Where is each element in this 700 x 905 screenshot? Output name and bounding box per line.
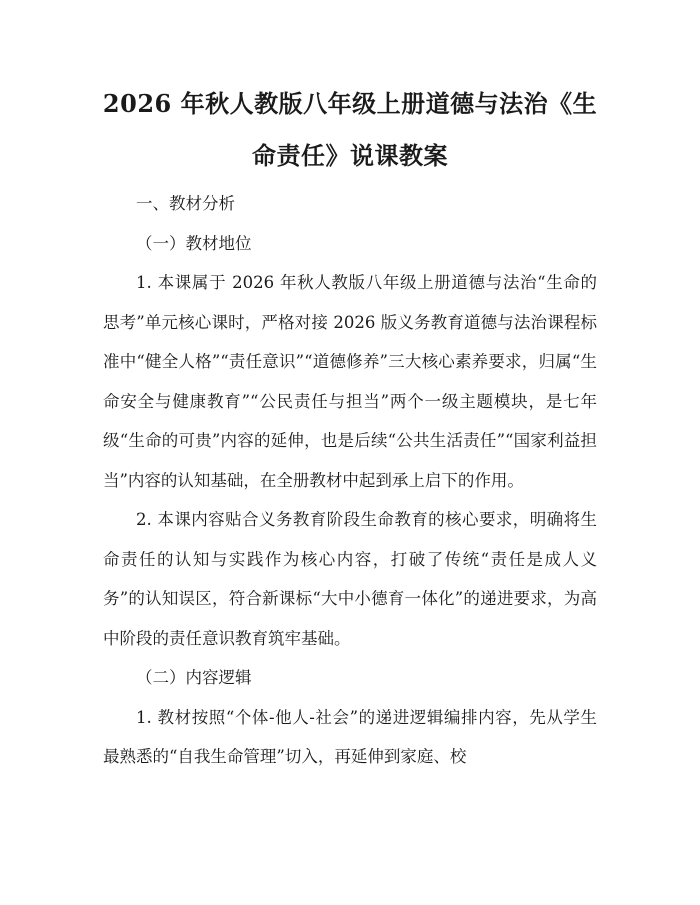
subsection-heading-2: （二）内容逻辑 [136, 668, 252, 687]
paragraph-3: 1. 教材按照“个体-他人-社会”的递进逻辑编排内容，先从学生最熟悉的“自我生命管理”切入，再延伸到家庭、校 [103, 707, 597, 766]
document-body [103, 184, 597, 777]
title-line-1: 2026 年秋人教版八年级上册道德与法治《生 [102, 89, 598, 118]
section-heading-1: 一、教材分析 [136, 194, 235, 213]
title-line-2: 命责任》说课教案 [252, 141, 448, 170]
paragraph-2: 2. 本课内容贴合义务教育阶段生命教育的核心要求，明确将生命责任的认知与实践作为核心内容，打破了传统“责任是成人义务”的认知误区，符合新课标“大中小德育一体化”的递进要求，为高中阶段的责任意识教育筑牢基础。 [103, 510, 597, 648]
paragraph-1: 1. 本课属于 2026 年秋人教版八年级上册道德与法治“生命的思考”单元核心课时，严格对接 2026 版义务教育道德与法治课程标准中“健全人格”“责任意识”“道德修养”三大核心素养要求，归属“生命安全与健康教育”“公民责任与担当”两个一级主题模块，是七年级“生命的可贵”内容的延伸，也是后续“公共生活责任”“国家利益担当”内容的认知基础，在全册教材中起到承上启下的作用。 [103, 273, 597, 490]
subsection-heading-1: （一）教材地位 [136, 233, 252, 253]
document-title [88, 78, 612, 182]
